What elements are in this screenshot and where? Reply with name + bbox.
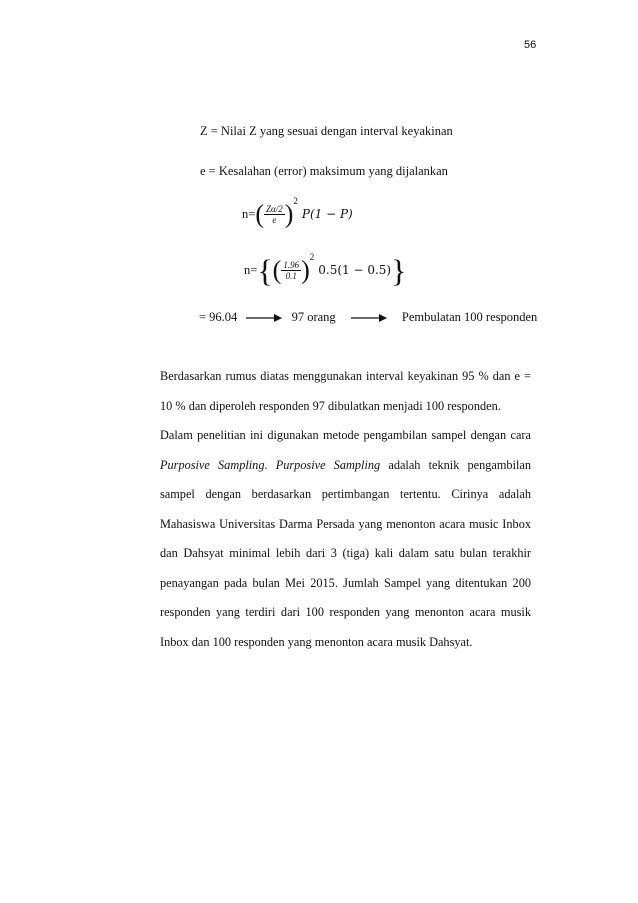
paragraph-line: Berdasarkan rumus diatas menggunakan interval keyakinan 95 % dan e = [160,369,531,383]
sample-size-formula [242,196,353,227]
e-definition: e = Kesalahan (error) maksimum yang dijalankan [200,164,448,178]
formula-prefix: n= [242,207,256,221]
formula-tail: 0.5(1 − 0.5) [318,263,392,277]
paragraph-conclusion [160,362,531,421]
z-definition: Z = Nilai Z yang sesuai dengan interval keyakinan [200,124,453,138]
formula-fraction [264,204,285,225]
formula-fraction [281,260,301,281]
fraction-denominator: 0.1 [285,270,297,281]
paragraph-rest: adalah teknik pengambilan sampel dengan berdasarkan pertimbangan tertentu. Cirinya adalah Mahasiswa Universitas Darma Persada yang menonton acara music Inbox dan Dahsyat minimal lebih dari 3 (tiga) kali dalam satu bulan terakhir penayangan pada bulan Mei 2015. Jumlah Sampel yang ditentukan 200 responden yang terdiri dari 100 responden yang menonton acara musik Inbox dan 100 responden yang menonton acara musik Dahsyat. [160,457,532,649]
paragraph-line: 10 % dan diperoleh responden 97 dibulatkan menjadi 100 responden. [160,398,501,413]
result-rounded: 97 orang [291,310,336,324]
sample-size-substitution [244,252,407,289]
right-paren: ) [284,199,294,229]
formula-tail: P(1 − P) [301,207,353,221]
formula-exponent: 2 [293,196,298,206]
term-purposive-sampling: Purposive Sampling [275,457,381,472]
page-number: 56 [524,39,537,51]
left-paren: ( [255,199,264,229]
right-paren: ) [301,255,310,285]
formula-prefix: n= [244,263,258,277]
paragraph-body [160,421,531,657]
right-brace: } [391,252,407,289]
fraction-denominator: e [272,214,277,225]
sentence-separator: . [264,457,276,472]
arrow-right-icon [246,313,282,323]
result-value: = 96.04 [199,310,238,324]
fraction-numerator: Zα/2 [265,203,283,214]
result-note: Pembulatan 100 responden [401,310,538,324]
formula-exponent: 2 [309,252,315,262]
paragraph-sampling-method [160,421,531,657]
left-brace: { [257,252,273,289]
fraction-numerator: 1.96 [283,259,300,270]
result-line [199,310,537,325]
paragraph-intro: Dalam penelitian ini digunakan metode pengambilan sampel dengan cara [160,428,531,442]
left-paren: ( [272,255,282,285]
arrow-right-icon [351,313,387,323]
term-purposive-sampling: Purposive Sampling [160,457,265,472]
